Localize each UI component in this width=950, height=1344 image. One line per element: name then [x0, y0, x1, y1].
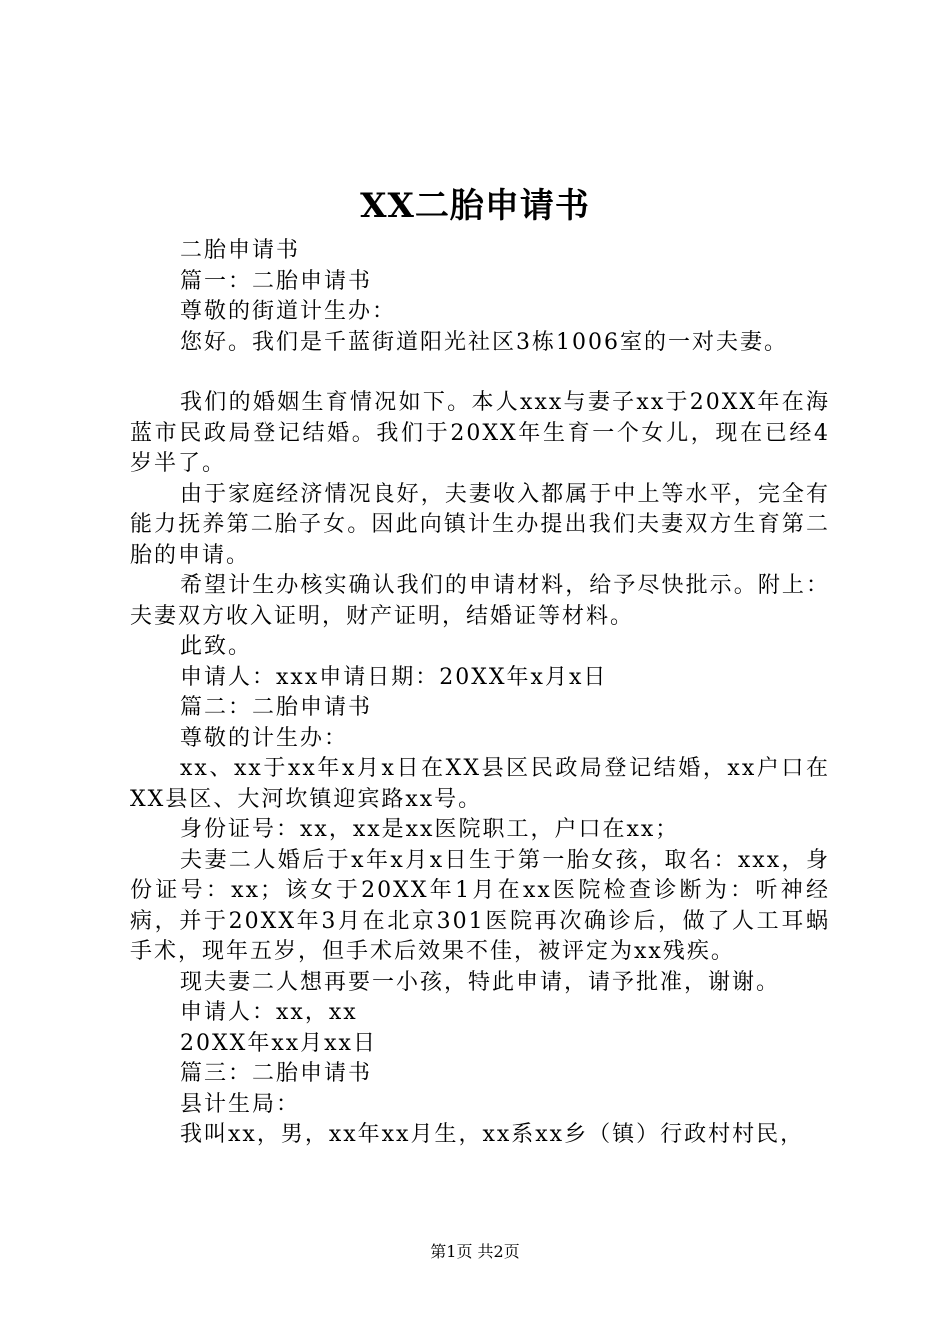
paragraph: 尊敬的计生办： [180, 725, 349, 751]
paragraph: 夫妻二人婚后于x年x月x日生于第一胎女孩，取名：xxx，身份证号：xx；该女于20XX年1月在xx医院检查诊断为：听神经病，并于20XX年3月在北京301医院再次确诊后，做了人工耳蜗手术，现年五岁，但手术后效果不佳，被评定为xx残疾。 [130, 847, 830, 964]
paragraph: 篇三：二胎申请书 [180, 1061, 373, 1086]
paragraph: 我们的婚姻生育情况如下。本人xxx与妻子xx于20XX年在海蓝市民政局登记结婚。我们于20XX年生育一个女儿，现在已经4岁半了。 [130, 390, 830, 476]
paragraph: 申请人：xxx申请日期：20XX年x月x日 [180, 664, 608, 690]
paragraph: 由于家庭经济情况良好，夫妻收入都属于中上等水平，完全有能力抚养第二胎子女。因此向镇计生办提出我们夫妻双方生育第二胎的申请。 [130, 481, 830, 568]
paragraph: 申请人：xx，xx [180, 1000, 358, 1025]
paragraph: 我叫xx，男，xx年xx月生，xx系xx乡（镇）行政村村民， [180, 1122, 805, 1147]
paragraph: 20XX年xx月xx日 [180, 1030, 377, 1056]
paragraph: 您好。我们是千蓝街道阳光社区3栋1006室的一对夫妻。 [180, 329, 788, 355]
paragraph: 身份证号：xx，xx是xx医院职工，户口在xx； [180, 817, 680, 842]
paragraph: xx、xx于xx年x月x日在XX县区民政局登记结婚，xx户口在XX县区、大河坎镇迎宾路xx号。 [130, 756, 830, 812]
paragraph: 县计生局： [180, 1091, 301, 1117]
paragraph: 二胎申请书 [180, 238, 301, 263]
paragraph: 此致。 [180, 634, 253, 659]
paragraph: 尊敬的街道计生办： [180, 299, 397, 324]
page-footer: 第1页 共2页 [430, 1242, 520, 1261]
paragraph: 篇二：二胎申请书 [180, 695, 373, 720]
document-body [130, 236, 830, 1151]
paragraph: 篇一：二胎申请书 [180, 268, 373, 294]
paragraph: 现夫妻二人想再要一小孩，特此申请，请予批准，谢谢。 [180, 969, 781, 995]
paragraph: 希望计生办核实确认我们的申请材料，给予尽快批示。附上：夫妻双方收入证明，财产证明，结婚证等材料。 [130, 573, 830, 629]
document-title: XX二胎申请书 [360, 186, 590, 226]
